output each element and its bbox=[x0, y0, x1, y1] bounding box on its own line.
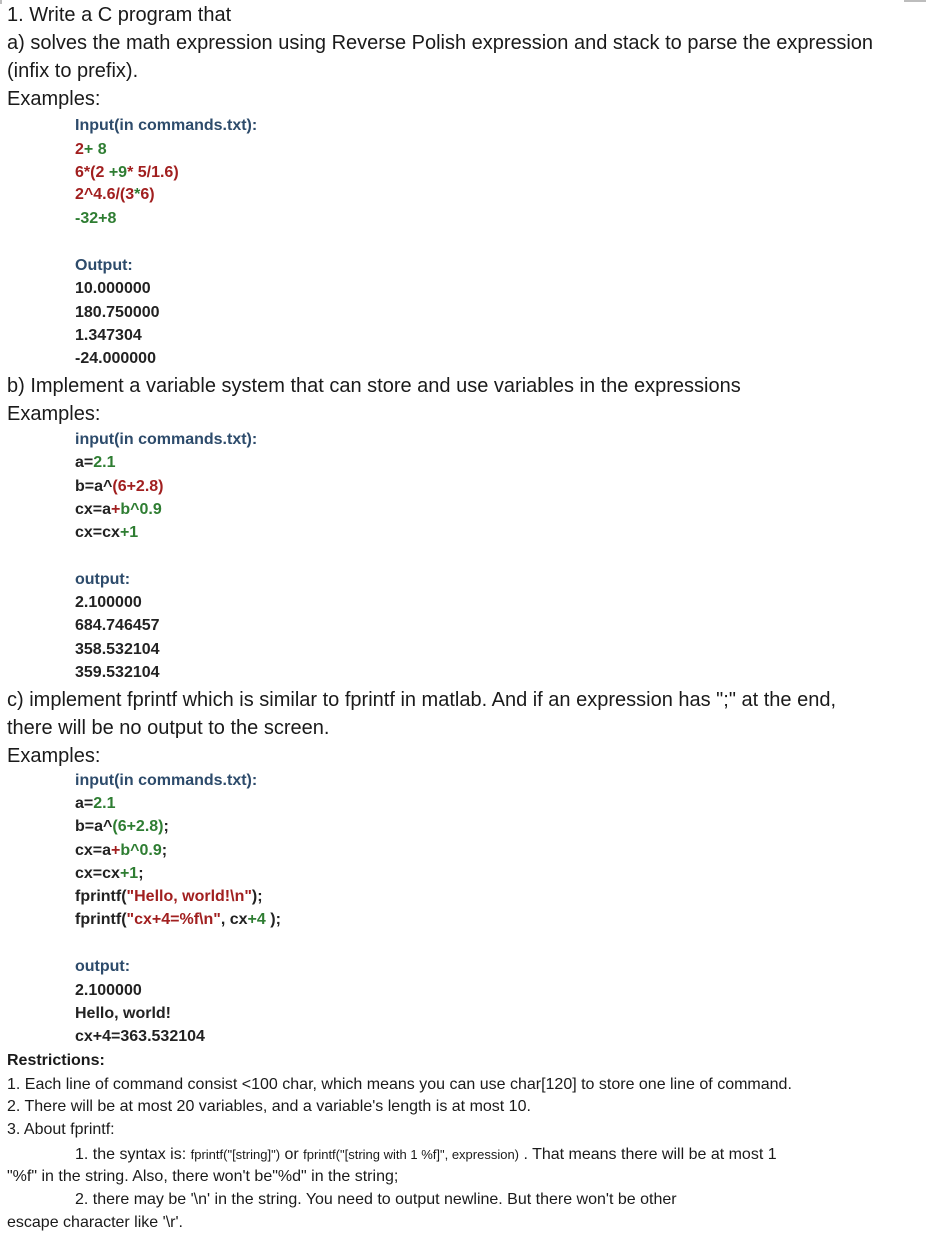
part-a-input-line-2: 6*(2 +9* 5/1.6) bbox=[75, 164, 179, 181]
restriction-3: 3. About fprintf: bbox=[7, 1121, 115, 1138]
part-c-input-line-1: a=2.1 bbox=[75, 795, 116, 812]
part-a-text-1: a) solves the math expression using Reverse Polish expression and stack to parse the expression bbox=[7, 32, 874, 54]
part-b-output-line: 358.532104 bbox=[75, 641, 160, 658]
restriction-2: 2. There will be at most 20 variables, and a variable's length is at most 10. bbox=[7, 1098, 531, 1115]
part-b-input-line-1: a=2.1 bbox=[75, 454, 116, 471]
part-c-output-line: 2.100000 bbox=[75, 982, 142, 999]
part-b-output-line: 684.746457 bbox=[75, 617, 160, 634]
part-c-output-line: Hello, world! bbox=[75, 1005, 171, 1022]
restriction-3-2: 2. there may be '\n' in the string. You need to output newline. But there won't be other bbox=[75, 1191, 677, 1208]
part-a-output-label: Output: bbox=[75, 257, 133, 274]
part-a-text-2: (infix to prefix). bbox=[7, 60, 139, 82]
restriction-1: 1. Each line of command consist <100 char, which means you can use char[120] to store one line of command. bbox=[7, 1076, 792, 1093]
part-c-output-line: cx+4=363.532104 bbox=[75, 1028, 205, 1045]
part-a-input-line-3: 2^4.6/(3*6) bbox=[75, 186, 155, 203]
page-edge-mark bbox=[904, 0, 926, 2]
part-a-examples-label: Examples: bbox=[7, 88, 101, 110]
part-b-output-label: output: bbox=[75, 571, 131, 588]
part-b-input-line-4: cx=cx+1 bbox=[75, 524, 139, 541]
part-b-input-label: input(in commands.txt): bbox=[75, 431, 258, 448]
part-a-output-line: -24.000000 bbox=[75, 350, 156, 367]
part-c-input-line-2: b=a^(6+2.8); bbox=[75, 818, 169, 835]
part-b-text: b) Implement a variable system that can store and use variables in the expressions bbox=[7, 375, 741, 397]
part-a-input-label: Input(in commands.txt): bbox=[75, 117, 258, 134]
restriction-3-1: 1. the syntax is: fprintf("[string]") or fprintf("[string with 1 %f]", expression) . That means there will be at most 1 bbox=[75, 1146, 777, 1163]
part-a-output-line: 10.000000 bbox=[75, 280, 151, 297]
part-c-examples-label: Examples: bbox=[7, 745, 101, 767]
part-c-input-line-3: cx=a+b^0.9; bbox=[75, 842, 168, 859]
part-c-input-line-5: fprintf("Hello, world!\n"); bbox=[75, 888, 263, 905]
part-c-input-line-6: fprintf("cx+4=%f\n", cx+4 ); bbox=[75, 911, 281, 928]
part-a-output-line: 1.347304 bbox=[75, 327, 142, 344]
part-c-text-2: there will be no output to the screen. bbox=[7, 717, 330, 739]
restriction-3-1-cont: "%f" in the string. Also, there won't be"%d" in the string; bbox=[7, 1168, 399, 1185]
restriction-3-2-cont: escape character like '\r'. bbox=[7, 1214, 183, 1231]
part-b-input-line-3: cx=a+b^0.9 bbox=[75, 501, 162, 518]
part-a-output-line: 180.750000 bbox=[75, 304, 160, 321]
page-edge-tick bbox=[0, 0, 2, 4]
part-b-output-line: 2.100000 bbox=[75, 594, 142, 611]
part-b-input-line-2: b=a^(6+2.8) bbox=[75, 478, 164, 495]
part-a-input-line-4: -32+8 bbox=[75, 210, 117, 227]
part-b-examples-label: Examples: bbox=[7, 403, 101, 425]
part-c-text-1: c) implement fprintf which is similar to fprintf in matlab. And if an expression has ";" at the end, bbox=[7, 689, 837, 711]
part-c-input-line-4: cx=cx+1; bbox=[75, 865, 144, 882]
part-c-output-label: output: bbox=[75, 958, 131, 975]
restrictions-heading: Restrictions: bbox=[7, 1052, 105, 1069]
part-c-input-label: input(in commands.txt): bbox=[75, 772, 258, 789]
title: 1. Write a C program that bbox=[7, 4, 232, 26]
part-a-input-line-1: 2+ 8 bbox=[75, 141, 107, 158]
part-b-output-line: 359.532104 bbox=[75, 664, 160, 681]
